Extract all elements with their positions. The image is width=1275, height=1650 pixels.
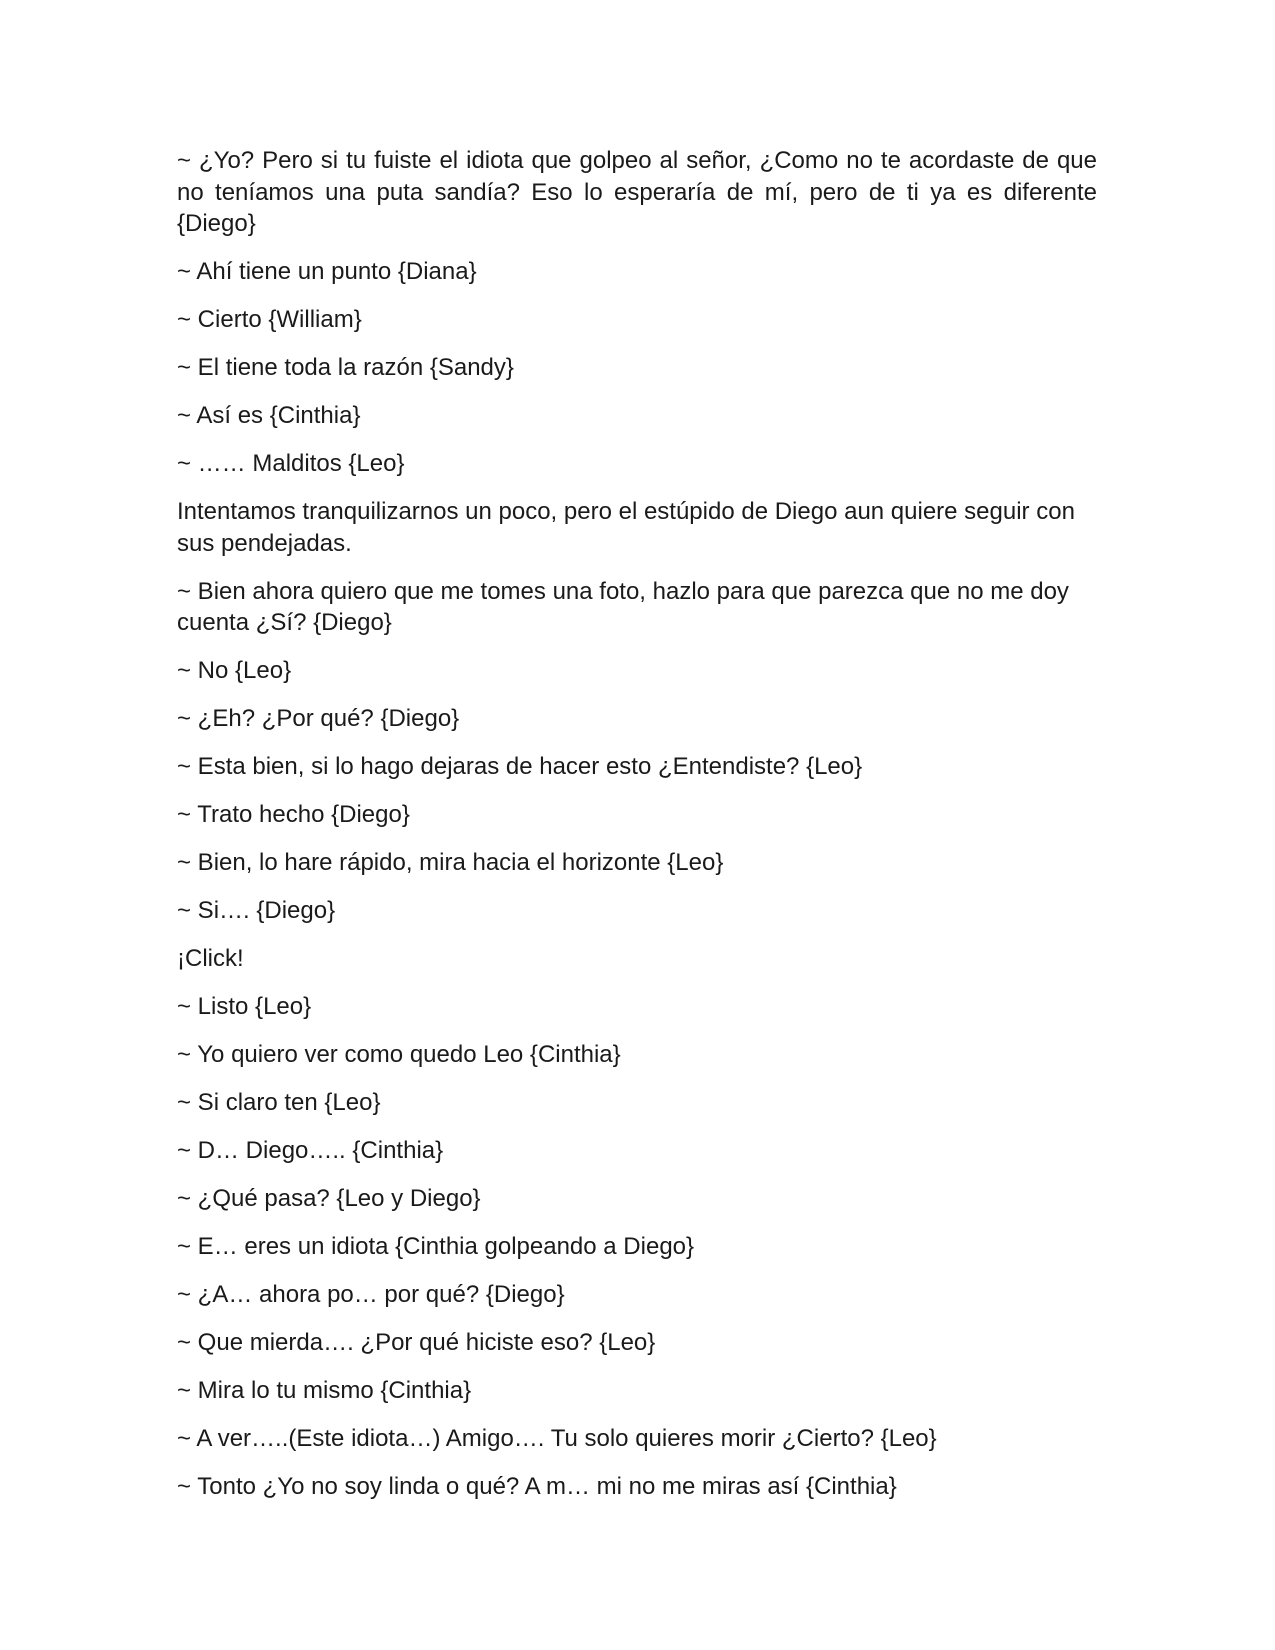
dialogue-line: ~ Bien ahora quiero que me tomes una foto, hazlo para que parezca que no me doy cuenta ¿Sí? {Diego}	[177, 577, 1069, 636]
dialogue-line: ~ ¿Qué pasa? {Leo y Diego}	[177, 1185, 481, 1212]
dialogue-line: ~ Listo {Leo}	[177, 993, 312, 1020]
dialogue-line: ~ Así es {Cinthia}	[177, 402, 361, 429]
dialogue-line: ~ Cierto {William}	[177, 306, 362, 333]
dialogue-line: ~ D… Diego….. {Cinthia}	[177, 1137, 444, 1164]
narration-paragraph: Intentamos tranquilizarnos un poco, pero el estúpido de Diego aun quiere seguir con sus pendejadas.	[177, 498, 1075, 557]
dialogue-line: ~ Ahí tiene un punto {Diana}	[177, 258, 477, 285]
dialogue-line: ~ Si claro ten {Leo}	[177, 1089, 381, 1116]
dialogue-line: ~ Tonto ¿Yo no soy linda o qué? A m… mi no me miras así {Cinthia}	[177, 1473, 897, 1500]
dialogue-line: ~ E… eres un idiota {Cinthia golpeando a Diego}	[177, 1233, 695, 1260]
document-body	[177, 145, 1097, 1519]
dialogue-line: ~ ¿Yo? Pero si tu fuiste el idiota que golpeo al señor, ¿Como no te acordaste de que no teníamos una puta sandía? Eso lo esperaría de mí, pero de ti ya es diferente {Diego}	[177, 147, 1097, 237]
dialogue-line: ~ A ver…..(Este idiota…) Amigo…. Tu solo quieres morir ¿Cierto? {Leo}	[177, 1425, 937, 1452]
dialogue-line: ~ ¿Eh? ¿Por qué? {Diego}	[177, 705, 460, 732]
dialogue-line: ~ El tiene toda la razón {Sandy}	[177, 354, 514, 381]
dialogue-line: ~ …… Malditos {Leo}	[177, 450, 405, 477]
dialogue-line: ~ Mira lo tu mismo {Cinthia}	[177, 1377, 472, 1404]
dialogue-line: ~ Que mierda…. ¿Por qué hiciste eso? {Leo}	[177, 1329, 656, 1356]
dialogue-line: ~ No {Leo}	[177, 657, 292, 684]
dialogue-line: ~ ¿A… ahora po… por qué? {Diego}	[177, 1281, 565, 1308]
dialogue-line: ~ Bien, lo hare rápido, mira hacia el horizonte {Leo}	[177, 849, 724, 876]
dialogue-line: ~ Trato hecho {Diego}	[177, 801, 410, 828]
sound-effect-line: ¡Click!	[177, 945, 244, 972]
dialogue-line: ~ Esta bien, si lo hago dejaras de hacer esto ¿Entendiste? {Leo}	[177, 753, 863, 780]
dialogue-line: ~ Yo quiero ver como quedo Leo {Cinthia}	[177, 1041, 621, 1068]
dialogue-line: ~ Si…. {Diego}	[177, 897, 336, 924]
